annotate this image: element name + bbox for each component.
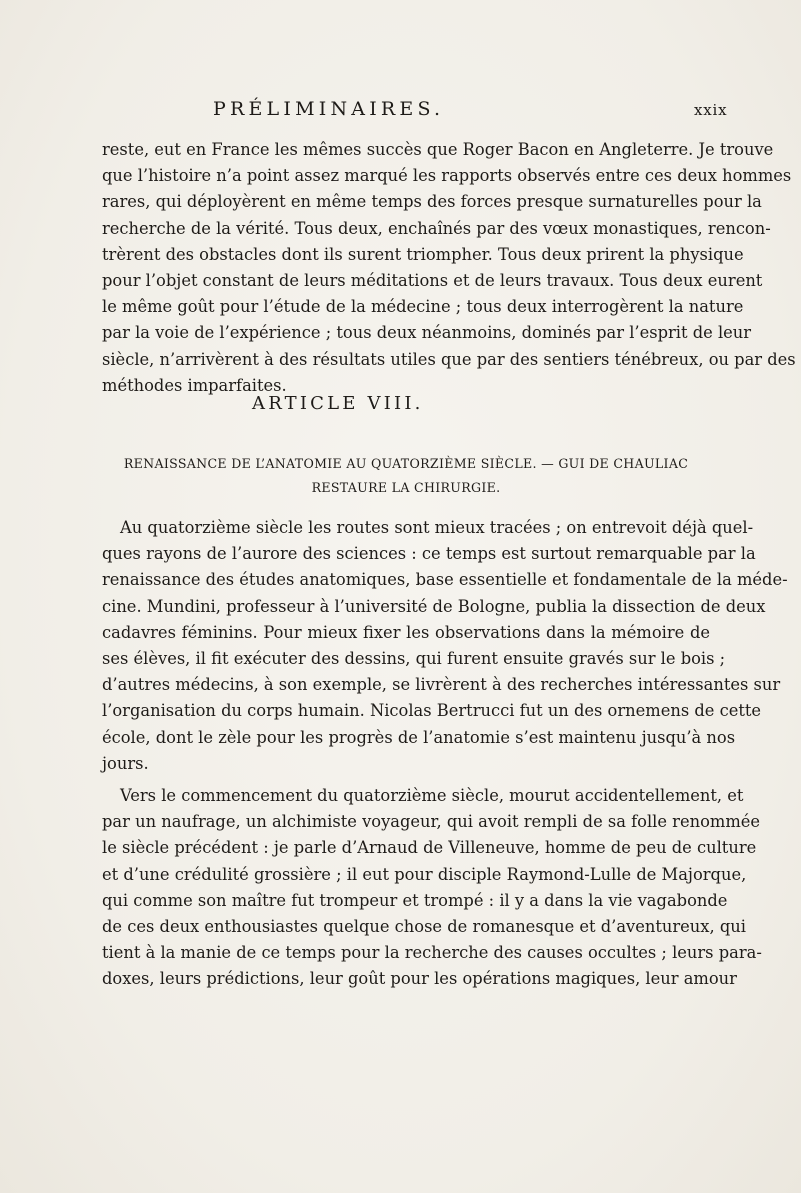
article-subtitle-line-1: RENAISSANCE DE L’ANATOMIE AU QUATORZIÈME SIÈCLE. — GUI DE CHAULIAC <box>123 456 689 471</box>
text-line: le même goût pour l’étude de la médecine ; tous deux interrogèrent la nature <box>102 297 744 317</box>
running-title: PRÉLIMINAIRES. <box>213 98 445 120</box>
paragraph-2 <box>102 515 788 777</box>
text-line: recherche de la vérité. Tous deux, enchaînés par des vœux monastiques, rencon- <box>102 218 771 238</box>
text-line: cine. Mundini, professeur à l’université de Bologne, publia la dissection de deux <box>102 596 766 616</box>
text-line: trèrent des obstacles dont ils surent triompher. Tous deux prirent la physique <box>102 244 744 264</box>
text-line: qui comme son maître fut trompeur et trompé : il y a dans la vie vagabonde <box>102 890 728 910</box>
text-line: et d’une crédulité grossière ; il eut pour disciple Raymond-Lulle de Majorque, <box>102 864 747 884</box>
text-line: de ces deux enthousiastes quelque chose de romanesque et d’aventureux, qui <box>102 916 746 936</box>
text-line: renaissance des études anatomiques, base essentielle et fondamentale de la méde- <box>102 570 788 590</box>
text-line: l’organisation du corps humain. Nicolas Bertrucci fut un des ornemens de cette <box>102 701 762 721</box>
text-line: ques rayons de l’aurore des sciences : ce temps est surtout remarquable par la <box>102 544 756 564</box>
running-head <box>0 96 801 124</box>
text-line: Vers le commencement du quatorzième siècle, mourut accidentellement, et <box>120 786 744 805</box>
text-line: reste, eut en France les mêmes succès que Roger Bacon en Angleterre. Je trouve <box>102 140 774 159</box>
text-line: par un naufrage, un alchimiste voyageur, qui avoit rempli de sa folle renommée <box>102 812 761 832</box>
text-line: jours. <box>102 753 149 773</box>
page-number: xxix <box>694 101 728 119</box>
text-line: tient à la manie de ce temps pour la recherche des causes occultes ; leurs para- <box>102 943 762 963</box>
text-line: méthodes imparfaites. <box>102 375 287 395</box>
text-line: siècle, n’arrivèrent à des résultats utiles que par des sentiers ténébreux, ou par des <box>102 349 796 369</box>
paragraph-3 <box>102 783 762 993</box>
text-line: le siècle précédent : je parle d’Arnaud de Villeneuve, homme de peu de culture <box>102 838 757 858</box>
text-line: ses élèves, il fit exécuter des dessins, qui furent ensuite gravés sur le bois ; <box>102 648 726 668</box>
paragraph-1 <box>102 137 796 399</box>
text-line: rares, qui déployèrent en même temps des forces presque surnaturelles pour la <box>102 192 762 212</box>
article-subtitle-line-2: RESTAURE LA CHIRURGIE. <box>311 480 501 495</box>
text-line: d’autres médecins, à son exemple, se livrèrent à des recherches intéressantes sur <box>102 675 781 695</box>
article-title: ARTICLE VIII. <box>252 393 424 414</box>
text-line: pour l’objet constant de leurs méditations et de leurs travaux. Tous deux eurent <box>102 270 763 290</box>
text-line: cadavres féminins. Pour mieux fixer les observations dans la mémoire de <box>102 622 710 642</box>
text-line: doxes, leurs prédictions, leur goût pour les opérations magiques, leur amour <box>102 969 737 989</box>
text-line: école, dont le zèle pour les progrès de l’anatomie s’est maintenu jusqu’à nos <box>102 727 736 747</box>
text-line: par la voie de l’expérience ; tous deux néanmoins, dominés par l’esprit de leur <box>102 323 752 343</box>
text-line: Au quatorzième siècle les routes sont mieux tracées ; on entrevoit déjà quel- <box>120 518 754 537</box>
text-line: que l’histoire n’a point assez marqué les rapports observés entre ces deux hommes <box>102 166 792 186</box>
